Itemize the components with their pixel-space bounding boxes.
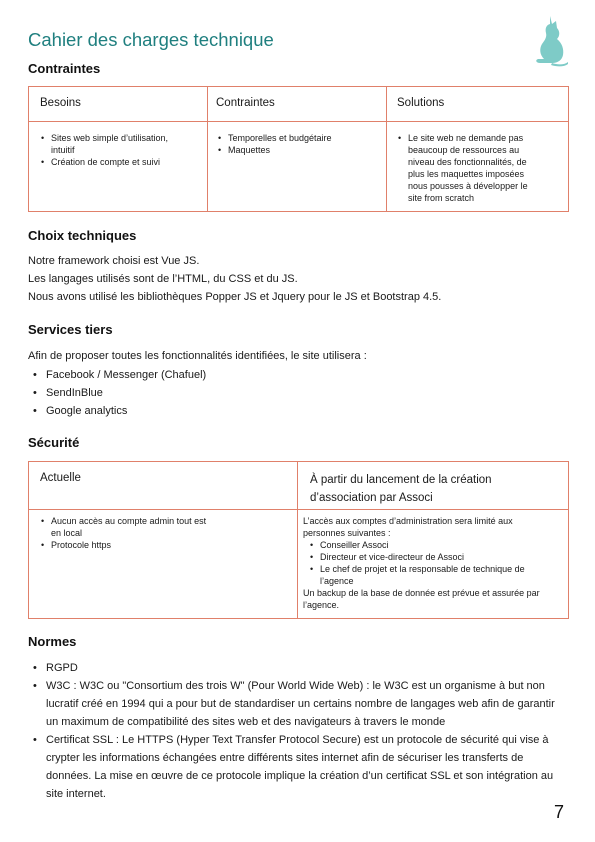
cell-solutions <box>387 122 569 212</box>
list-item: • RGPD <box>28 659 563 677</box>
column-header-solutions: Solutions <box>387 87 569 122</box>
list-item: • Temporelles et budgétaire <box>216 132 376 144</box>
list-item: • Google analytics <box>28 402 206 420</box>
list-item: • Facebook / Messenger (Chafuel) <box>28 366 206 384</box>
futur-outro: Un backup de la base de donnée est prévue et assurée par l’agence. <box>303 588 540 610</box>
list-item: • Sites web simple d’utilisation, intuitif <box>39 132 193 156</box>
services-tiers-list <box>28 366 206 420</box>
page-number: 7 <box>554 802 565 822</box>
column-header-actuelle: Actuelle <box>29 462 298 510</box>
text-line: Notre framework choisi est Vue JS. <box>28 255 200 267</box>
cell-besoins <box>29 122 208 212</box>
column-header-contraintes: Contraintes <box>208 87 387 122</box>
list-item: • Protocole https <box>39 539 217 551</box>
document-title: Cahier des charges technique <box>28 29 274 50</box>
normes-list <box>28 659 563 803</box>
contraintes-table <box>28 86 569 212</box>
list-item: • Le chef de projet et la responsable de technique de l’agence <box>308 563 554 587</box>
section-heading-services-tiers: Services tiers <box>28 322 113 337</box>
cell-futur <box>298 510 569 619</box>
list-item: • Création de compte et suivi <box>39 156 193 168</box>
list-item: • Aucun accès au compte admin tout est en local <box>39 515 217 539</box>
list-item: • Le site web ne demande pas beaucoup de ressources au niveau des fonctionnalités, de plus les maquettes imposées nous pousses à développer le site from scratch <box>396 132 544 204</box>
list-item: • Certificat SSL : Le HTTPS (Hyper Text Transfer Protocol Secure) est un protocole de sécurité qui vise à crypter les informations échangées entre différents sites internet afin de sécuriser les transferts de données. La mise en œuvre de ce protocole implique la création d’un certificat SSL et son intégration au site internet. <box>28 731 563 803</box>
section-heading-securite: Sécurité <box>28 435 80 450</box>
section-heading-contraintes: Contraintes <box>28 61 101 76</box>
list-item: • Directeur et vice-directeur de Associ <box>308 551 554 563</box>
section-heading-normes: Normes <box>28 634 77 649</box>
list-item: • W3C : W3C ou "Consortium des trois W" (Pour World Wide Web) : le W3C est un organisme à but non lucratif créé en 1994 qui a pour but de standardiser un certains nombre de langages web afin de garantir un maximum de compatibilité des sites web et des navigateurs à travers le monde <box>28 677 563 731</box>
column-header-besoins: Besoins <box>29 87 208 122</box>
choix-techniques-text <box>28 252 441 306</box>
text-line: Les langages utilisés sont de l’HTML, du CSS et du JS. <box>28 273 298 285</box>
cell-actuelle <box>29 510 298 619</box>
cat-logo-icon <box>530 13 570 67</box>
text-line: Nous avons utilisé les bibliothèques Popper JS et Jquery pour le JS et Bootstrap 4.5. <box>28 291 442 303</box>
column-header-futur: À partir du lancement de la création d’association par Associ <box>298 462 569 510</box>
securite-table <box>28 461 569 619</box>
services-tiers-intro: Afin de proposer toutes les fonctionnalités identifiées, le site utilisera : <box>28 350 367 362</box>
section-heading-choix-techniques: Choix techniques <box>28 228 137 243</box>
list-item: • Maquettes <box>216 144 376 156</box>
cell-contraintes <box>208 122 387 212</box>
list-item: • SendInBlue <box>28 384 206 402</box>
list-item: • Conseiller Associ <box>308 539 554 551</box>
futur-intro: L’accès aux comptes d’administration sera limité aux personnes suivantes : <box>303 516 513 538</box>
